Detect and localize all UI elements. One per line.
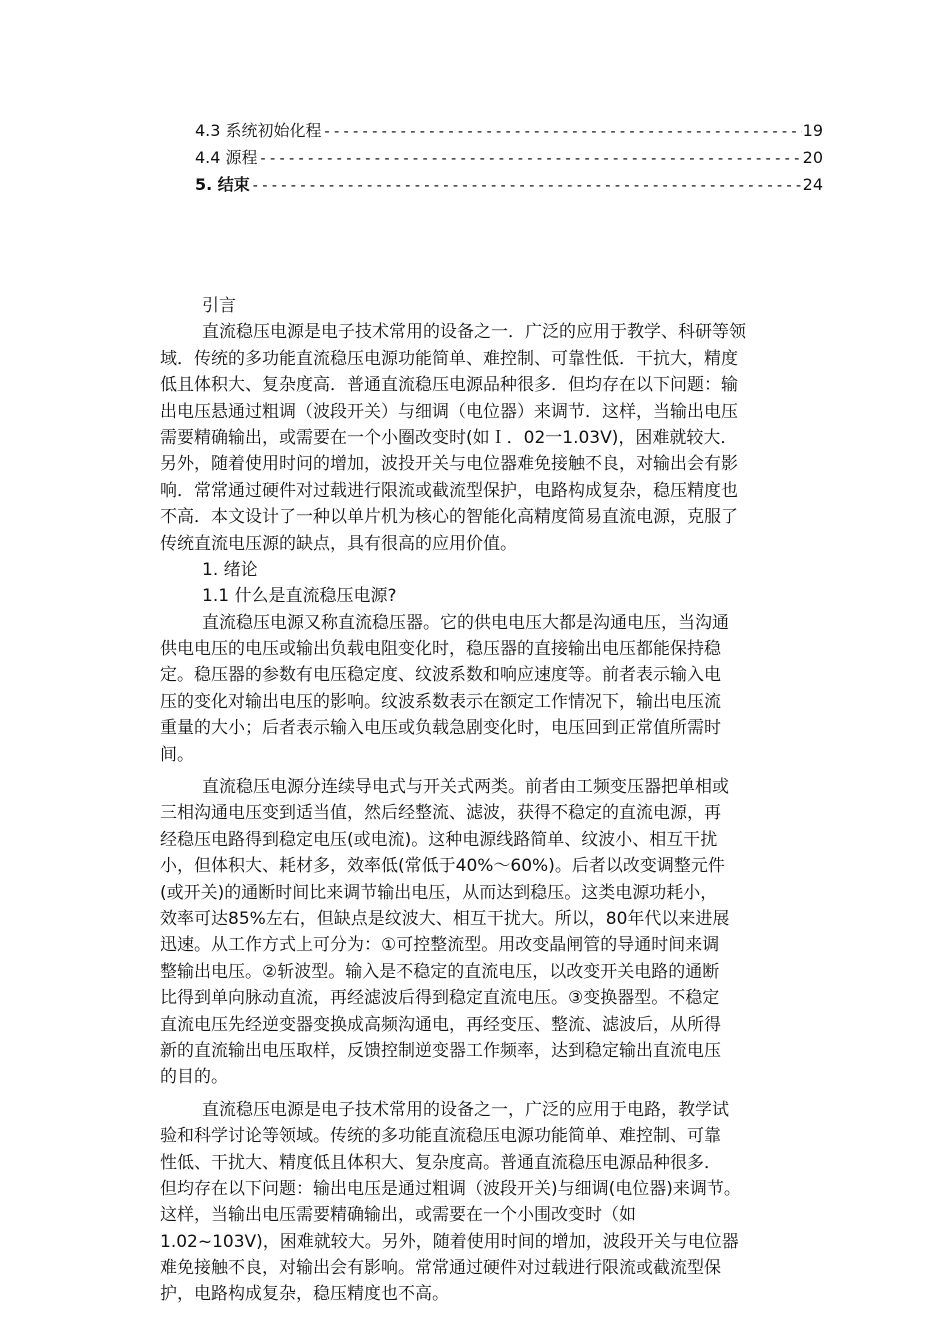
paragraph-line: 出电压悬通过粗调（波段开关）与细调（电位器）来调节．这样，当输出电压 (160, 401, 738, 422)
paragraph-line: 不高．本文设计了一种以单片机为核心的智能化高精度简易直流电源，克服了 (160, 507, 738, 528)
toc-leader-dashes (251, 176, 802, 194)
paragraph-line: 效率可达85%左右，但缺点是纹波大、相互干扰大。所以，80年代以来进展 (160, 908, 730, 929)
toc-leader-dashes (259, 149, 802, 167)
paragraph-line: (或开关)的通断时间比来调节输出电压，从而达到稳压。这类电源功耗小， (160, 882, 718, 903)
paragraph-line: 直流稳压电源是电子技术常用的设备之一，广泛的应用于电路，教学试 (202, 1099, 729, 1120)
paragraph-line: 需要精确输出，或需要在一个小圈改变时(如Ｉ．02一1.03V)，困难就较大． (160, 427, 738, 448)
paragraph-line: 传统直流电压源的缺点，具有很高的应用价值。 (160, 533, 517, 554)
paragraph-line: 直流稳压电源是电子技术常用的设备之一．广泛的应用于教学、科研等领 (202, 322, 746, 343)
toc-entry-page: 20 (802, 148, 823, 167)
paragraph-line: 另外，随着使用时问的增加，波投开关与电位器难免接触不良，对输出会有影 (160, 454, 738, 475)
paragraph-line: 低且体积大、复杂度高．普通直流稳压电源品种很多．但均存在以下问题：输 (160, 375, 738, 396)
paragraph-line: 小，但体积大、耗材多，效率低(常低于40%～60%)。后者以改变调整元件 (160, 856, 725, 877)
paragraph-line: 比得到单向脉动直流，再经滤波后得到稳定直流电压。③变换器型。不稳定 (160, 988, 720, 1009)
toc-entry-label: 4.3 系统初始化程 (195, 121, 322, 140)
paragraph-line: 定。稳压器的参数有电压稳定度、纹波系数和响应速度等。前者表示输入电 (160, 665, 721, 686)
chapter-heading: 1. 绪论 (202, 559, 258, 580)
paragraph-line: 的目的。 (160, 1067, 228, 1088)
toc-entry-4-3[interactable] (195, 118, 823, 145)
toc-entry-page: 24 (802, 175, 823, 194)
paragraph-line: 1.02~103V)，困难就较大。另外，随着使用时间的增加，波段开关与电位器 (160, 1231, 739, 1252)
toc-leader-dashes (323, 122, 802, 140)
paragraph-line: 压的变化对输出电压的影响。纹波系数表示在额定工作情况下，输出电压流 (160, 691, 721, 712)
paragraph-line: 直流稳压电源又称直流稳压器。它的供电电压大都是沟通电压，当沟通 (202, 612, 729, 633)
intro-paragraph (160, 319, 800, 557)
paragraph-line: 难免接触不良，对输出会有影响。常常通过硬件对过载进行限流或截流型保 (160, 1258, 721, 1279)
toc-entry-page: 19 (802, 121, 823, 140)
paragraph-3 (160, 1097, 800, 1308)
paragraph-line: 经稳压电路得到稳定电压(或电流)。这种电源线路简单、纹波小、相互干扰 (160, 829, 718, 850)
paragraph-line: 这样，当输出电压需要精确输出，或需要在一个小围改变时（如 (160, 1205, 636, 1226)
document-body (160, 293, 800, 1308)
paragraph-line: 但均存在以下问题：输出电压是通过粗调（波段开关)与细调(电位器)来调节。 (160, 1178, 741, 1199)
toc-entry-4-4[interactable] (195, 145, 823, 172)
intro-heading: 引言 (202, 296, 236, 316)
paragraph-line: 间。 (160, 744, 194, 765)
paragraph-line: 性低、干扰大、精度低且体积大、复杂度高。普通直流稳压电源品种很多． (160, 1152, 721, 1173)
paragraph-line: 护，电路构成复杂，稳压精度也不高。 (160, 1284, 449, 1305)
paragraph-line: 直流稳压电源分连续导电式与开关式两类。前者由工频变压器把单相或 (202, 777, 729, 798)
paragraph-line: 新的直流输出电压取样，反馈控制逆变器工作频率，达到稳定输出直流电压 (160, 1040, 721, 1061)
toc-entry-label: 4.4 源程 (195, 148, 258, 167)
paragraph-2 (160, 774, 800, 1091)
paragraph-line: 重量的大小；后者表示输入电压或负载急剧变化时，电压回到正常值所需时 (160, 718, 721, 739)
paragraph-line: 供电电压的电压或输出负载电阻变化时，稳压器的直接输出电压都能保持稳 (160, 639, 721, 660)
paragraph-line: 域．传统的多功能直流稳压电源功能简单、难控制、可靠性低．干抗大，精度 (160, 348, 738, 369)
paragraph-line: 整输出电压。②斩波型。输入是不稳定的直流电压，以改变开关电路的通断 (160, 961, 720, 982)
toc-entry-5[interactable] (195, 172, 823, 199)
section-heading: 1.1 什么是直流稳压电源? (202, 586, 397, 607)
paragraph-line: 响．常常通过硬件对过载进行限流或截流型保护，电路构成复杂，稳压精度也 (160, 480, 738, 501)
paragraph-line: 验和科学讨论等领域。传统的多功能直流稳压电源功能简单、难控制、可靠 (160, 1126, 721, 1147)
paragraph-line: 迅速。从工作方式上可分为：①可控整流型。用改变晶闸管的导通时间来调 (160, 935, 720, 956)
paragraph-1 (160, 610, 800, 768)
toc-entry-label: 5. 结束 (195, 175, 250, 194)
paragraph-line: 直流电压先经逆变器变换成高频沟通电，再经变压、整流、滤波后，从所得 (160, 1014, 721, 1035)
table-of-contents (195, 118, 823, 199)
paragraph-line: 三相沟通电压变到适当值，然后经整流、滤波，获得不稳定的直流电源，再 (160, 803, 721, 824)
